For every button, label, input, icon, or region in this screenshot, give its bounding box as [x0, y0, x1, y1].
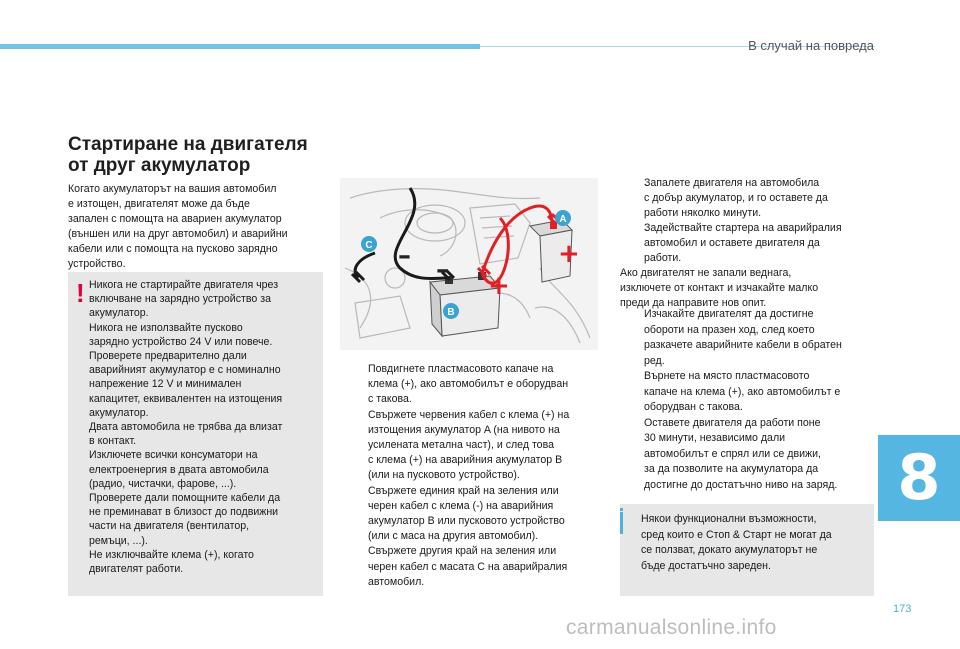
warning-line: ремъци, ...).	[89, 534, 148, 547]
step-item: Повдигнете пластмасовото капаче на клема (+), ако автомобилът е оборудван с такова.	[368, 363, 569, 406]
warning-line: Изключете всички консуматори на	[89, 449, 258, 462]
chapter-tab	[878, 435, 960, 521]
title-line-2: от друг акумулатор	[68, 155, 251, 176]
intro-line: (външен или на друг автомобил) и аварийни	[68, 228, 288, 240]
label-c: C	[365, 240, 373, 251]
info-text: Някои функционални възможности, сред които е Стоп & Старт не могат да се ползват, докато акумулаторът не бъде достатъчно зареден.	[641, 513, 832, 572]
label-a: A	[559, 214, 567, 225]
intro-line: кабели или с помощта на пусково зарядно	[68, 243, 278, 255]
warning-line: капацитет, еквивалентен на изтощения	[89, 392, 283, 405]
warning-box	[68, 272, 323, 596]
info-icon	[620, 512, 623, 534]
step-item: Оставете двигателя да работи поне 30 минути, независимо дали автомобилът е спрял или се движи, за да позволите на акумулатора да достигне до достатъчно ниво на заряд.	[644, 416, 838, 491]
label-b: B	[447, 307, 455, 318]
warning-line: акумулатор.	[89, 406, 149, 419]
section-title: В случай на повреда	[748, 38, 874, 53]
step-item: Върнете на място пластмасовото капаче на клема (+), ако автомобилът е оборудван с такова.	[644, 370, 841, 413]
title-line-1: Стартиране на двигателя	[68, 134, 308, 155]
warning-line: зарядно устройство 24 V или повече.	[89, 335, 273, 348]
page-number: 173	[893, 603, 912, 615]
warning-line: (радио, чистачки, фарове, ...).	[89, 477, 237, 490]
warning-line: акумулатор.	[89, 307, 149, 320]
plus-sign: +	[558, 239, 580, 269]
retry-note: Ако двигателят не запали веднага,	[620, 267, 792, 279]
minus-sign: –	[398, 241, 411, 271]
warning-line: Не изключвайте клема (+), когато	[89, 548, 254, 561]
minus-sign: –	[436, 255, 449, 285]
intro-line: е изтощен, двигателят може да бъде	[68, 198, 250, 210]
disconnect-steps	[620, 307, 878, 493]
header-accent-bar	[0, 44, 480, 49]
step-item: Задействайте стартера на аварийралия автомобил и оставете двигателя да работи.	[644, 222, 842, 264]
warning-line: Никога не използвайте пусково	[89, 321, 243, 334]
warning-line: не преминават в близост до подвижни	[89, 506, 279, 519]
retry-note: изключете от контакт и изчакайте малко	[620, 282, 819, 294]
warning-line: Двата автомобила не трябва да влизат	[89, 421, 283, 434]
connection-steps	[344, 362, 602, 590]
watermark: carmanualsonline.info	[566, 616, 777, 639]
page-title	[68, 134, 308, 176]
step-item: Свържете другия край на зеления или черен кабел с масата C на аварийралия автомобил.	[368, 545, 568, 588]
warning-line: включване на зарядно устройство за	[89, 293, 271, 306]
chapter-number: 8	[897, 441, 941, 514]
info-box	[620, 504, 874, 596]
warning-line: Проверете предварително дали	[89, 350, 247, 363]
warning-line: двигателят работи.	[89, 563, 184, 576]
warning-line: в контакт.	[89, 435, 137, 448]
intro-line: запален с помощта на авариен акумулатор	[68, 213, 282, 225]
warning-line: електроенергия в двата автомобила	[89, 463, 269, 476]
engine-bay-drawing	[340, 178, 598, 350]
warning-text	[89, 278, 317, 576]
warning-line: аварийният акумулатор е с номинално	[89, 364, 281, 377]
warning-line: Никога не стартирайте двигателя чрез	[89, 279, 279, 291]
step-item: Свържете червения кабел с клема (+) на изтощения акумулатор A (на нивото на усилената метална част), и след това с клема (+) на аварийния акумулатор B (или на пусковото устройство).	[368, 408, 570, 482]
step-item: Свържете единия край на зеления или черен кабел с клема (-) на аварийния акумулатор B или пусковото устройство (или с маса на другия автомобил).	[368, 484, 565, 543]
warning-exclamation-icon: !	[76, 278, 85, 308]
intro-line: устройство.	[68, 258, 126, 270]
intro-paragraph	[68, 182, 326, 272]
warning-line: напрежение 12 V и минимален	[89, 378, 242, 391]
warning-line: части на двигателя (вентилатор,	[89, 520, 250, 533]
warning-line: Проверете дали помощните кабели да	[89, 492, 281, 505]
start-steps	[620, 176, 878, 311]
retry-note: преди да направите нов опит.	[620, 297, 767, 309]
plus-sign: +	[488, 271, 510, 301]
intro-line: Когато акумулаторът на вашия автомобил	[68, 183, 277, 195]
jump-start-illustration	[340, 178, 598, 350]
info-icon-dot	[620, 508, 623, 511]
step-item: Запалете двигателя на автомобила с добър акумулатор, и го оставете да работи няколко минути.	[644, 177, 828, 219]
step-item: Изчакайте двигателят да достигне обороти на празен ход, след което разкачете аварийните кабели в обратен ред.	[644, 308, 842, 367]
